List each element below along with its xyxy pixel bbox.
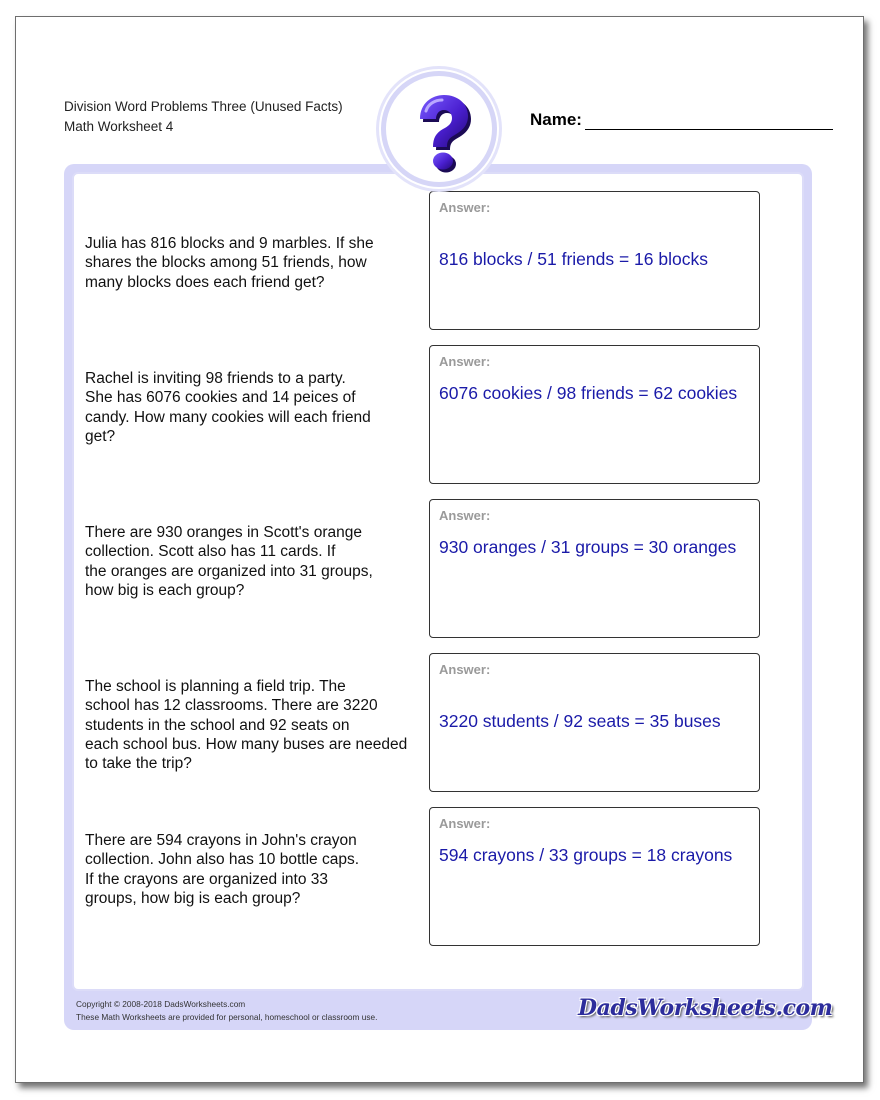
worksheet-title: Division Word Problems Three (Unused Facts) — [64, 99, 343, 114]
answer-box-1[interactable] — [429, 191, 760, 330]
question-text-5: There are 594 crayons in John's crayon collection. John also has 10 bottle caps. If the crayons are organized into 33 groups, how big is each group? — [85, 832, 360, 907]
answer-box-4[interactable] — [429, 653, 760, 792]
worksheet-subtitle: Math Worksheet 4 — [64, 119, 174, 134]
answer-box-5[interactable] — [429, 807, 760, 946]
answer-text-2: 6076 cookies / 98 friends = 62 cookies — [439, 383, 738, 403]
worksheet-title-block — [64, 97, 343, 137]
brand-logo[interactable]: DadsWorksheets.com — [578, 995, 833, 1021]
answer-text-4: 3220 students / 92 seats = 35 buses — [439, 711, 721, 731]
copyright-text: Copyright © 2008-2018 DadsWorksheets.com — [76, 999, 246, 1009]
name-line[interactable] — [585, 112, 833, 130]
answer-label: Answer: — [439, 662, 491, 677]
question-text-3: There are 930 oranges in Scott's orange collection. Scott also has 11 cards. If the oranges are organized into 31 groups, how big is each group? — [85, 524, 373, 599]
answer-label: Answer: — [439, 816, 491, 831]
question-text-2: Rachel is inviting 98 friends to a party. She has 6076 cookies and 14 peices of candy. How many cookies will each friend get? — [85, 370, 371, 445]
logo-badge — [381, 71, 497, 187]
answer-box-3[interactable] — [429, 499, 760, 638]
name-field[interactable] — [530, 110, 833, 130]
name-label: Name: — [530, 110, 582, 129]
answer-label: Answer: — [439, 508, 491, 523]
answer-label: Answer: — [439, 354, 491, 369]
answer-text-1: 816 blocks / 51 friends = 16 blocks — [439, 249, 708, 269]
answer-label: Answer: — [439, 200, 491, 215]
question-text-1: Julia has 816 blocks and 9 marbles. If she shares the blocks among 51 friends, how many blocks does each friend get? — [85, 235, 374, 291]
answer-text-3: 930 oranges / 31 groups = 30 oranges — [439, 537, 737, 557]
footer-copyright — [76, 998, 377, 1023]
answer-box-2[interactable] — [429, 345, 760, 484]
question-mark-icon — [386, 76, 492, 182]
question-text-4: The school is planning a field trip. The school has 12 classrooms. There are 3220 students in the school and 92 seats on each school bus. How many buses are needed to take the trip? — [85, 678, 408, 773]
usage-notice: These Math Worksheets are provided for personal, homeschool or classroom use. — [76, 1011, 378, 1022]
answer-text-5: 594 crayons / 33 groups = 18 crayons — [439, 845, 733, 865]
